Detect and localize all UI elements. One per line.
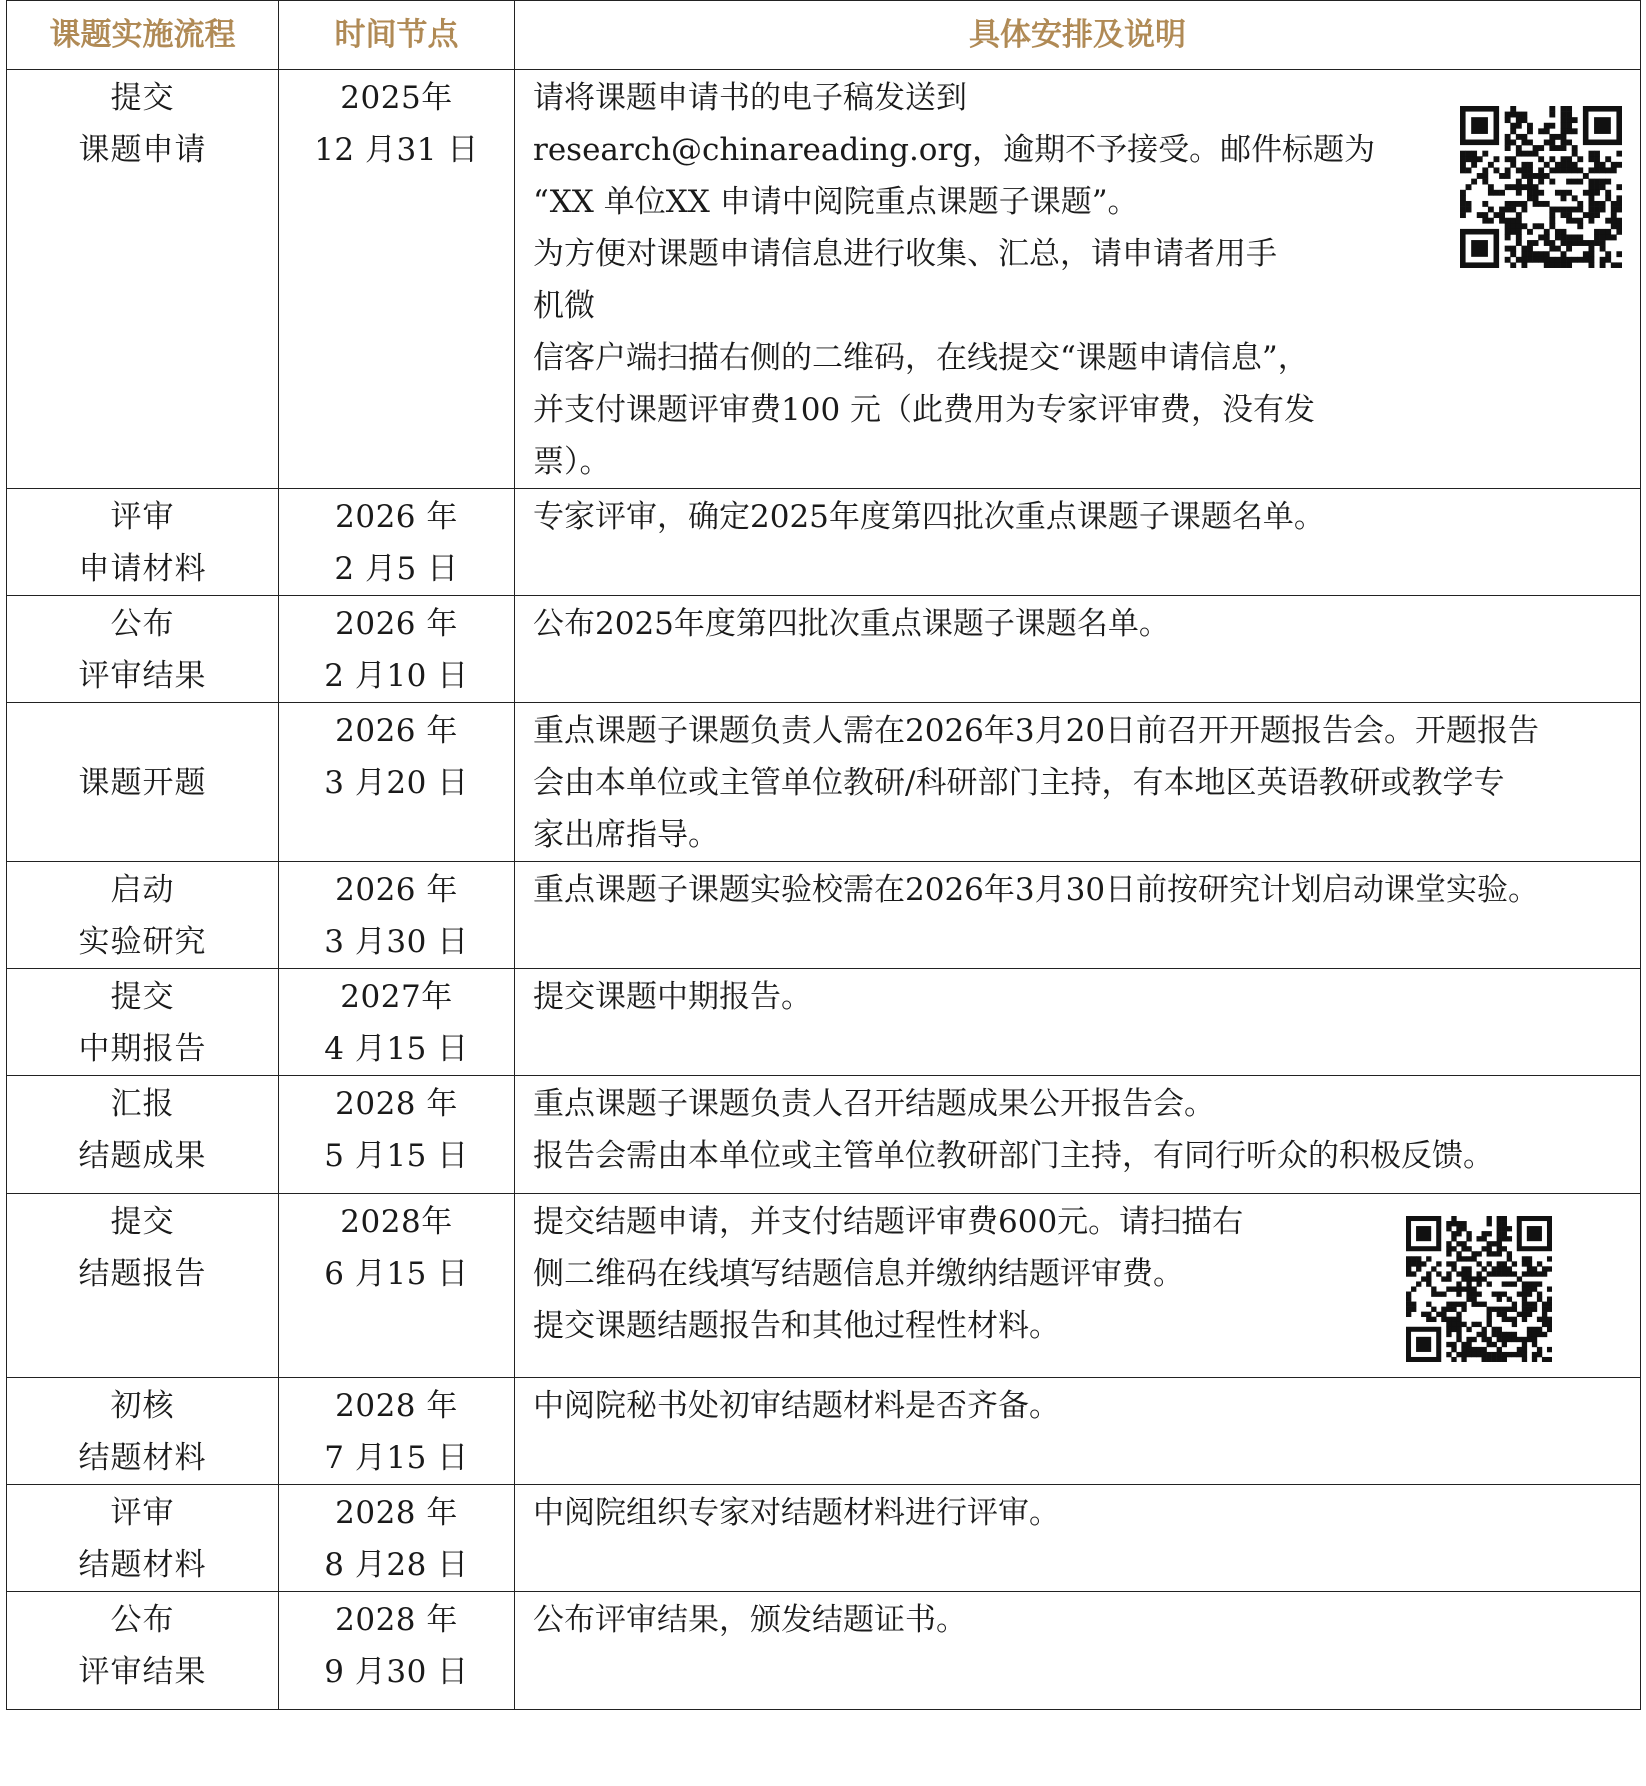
date-cell — [279, 703, 515, 862]
description-cell — [515, 70, 1641, 489]
date-label: 6 月15 日 — [324, 1256, 469, 1292]
qr-code-icon[interactable] — [1460, 106, 1622, 268]
stage-cell — [7, 489, 279, 596]
date-label: 12 月31 日 — [314, 132, 479, 168]
description-line: 重点课题子课题实验校需在2026年3月30日前按研究计划启动课堂实验。 — [533, 872, 1540, 908]
schedule-table — [6, 0, 1641, 1710]
date-label: 7 月15 日 — [324, 1440, 469, 1476]
description-line: 提交结题申请，并支付结题评审费600元。请扫描右 — [533, 1204, 1244, 1240]
stage-cell — [7, 1485, 279, 1592]
date-label: 2027年 — [340, 979, 453, 1015]
stage-cell — [7, 703, 279, 862]
date-cell — [279, 1485, 515, 1592]
header-date: 时间节点 — [279, 1, 515, 70]
stage-label: 结题材料 — [78, 1440, 207, 1476]
description-line: 为方便对课题申请信息进行收集、汇总，请申请者用手 — [533, 236, 1277, 272]
date-label: 2028 年 — [335, 1086, 458, 1122]
date-label: 2 月5 日 — [334, 551, 459, 587]
date-label: 2028 年 — [335, 1388, 458, 1424]
date-cell — [279, 1076, 515, 1194]
description-line: 中阅院组织专家对结题材料进行评审。 — [533, 1495, 1060, 1531]
description-line: 机微 — [533, 288, 595, 324]
description-line: 票）。 — [533, 444, 611, 480]
date-cell — [279, 1194, 515, 1378]
date-label: 2026 年 — [335, 713, 458, 749]
description-line: 并支付课题评审费100 元（此费用为专家评审费，没有发 — [533, 392, 1316, 428]
stage-label: 课题申请 — [78, 132, 207, 168]
description-line: 专家评审，确定2025年度第四批次重点课题子课题名单。 — [533, 499, 1325, 535]
table-row — [7, 1592, 1641, 1710]
description-line: 家出席指导。 — [533, 817, 719, 853]
stage-label: 提交 — [110, 80, 175, 116]
description-line: 报告会需由本单位或主管单位教研部门主持，有同行听众的积极反馈。 — [533, 1138, 1494, 1174]
header-description: 具体安排及说明 — [515, 1, 1641, 70]
table-row — [7, 969, 1641, 1076]
table-row — [7, 70, 1641, 489]
table-row — [7, 862, 1641, 969]
table-row — [7, 489, 1641, 596]
date-cell — [279, 1592, 515, 1710]
date-label: 4 月15 日 — [324, 1031, 469, 1067]
qr-code-icon[interactable] — [1406, 1216, 1552, 1362]
stage-label: 结题报告 — [78, 1256, 207, 1292]
stage-cell — [7, 1076, 279, 1194]
table-row — [7, 1485, 1641, 1592]
description-cell — [515, 969, 1641, 1076]
stage-label: 申请材料 — [78, 551, 207, 587]
date-label: 2028 年 — [335, 1602, 458, 1638]
stage-label: 课题开题 — [78, 765, 207, 801]
description-cell — [515, 1592, 1641, 1710]
description-line: 会由本单位或主管单位教研/科研部门主持，有本地区英语教研或教学专 — [533, 765, 1505, 801]
description-cell — [515, 1194, 1641, 1378]
description-line: 提交课题结题报告和其他过程性材料。 — [533, 1308, 1060, 1344]
table-row — [7, 1194, 1641, 1378]
stage-cell — [7, 1592, 279, 1710]
stage-label: 公布 — [110, 1602, 175, 1638]
stage-label: 评审 — [110, 499, 175, 535]
stage-label: 实验研究 — [78, 924, 207, 960]
date-label: 2026 年 — [335, 872, 458, 908]
description-line: 提交课题中期报告。 — [533, 979, 812, 1015]
date-cell — [279, 489, 515, 596]
description-line: 重点课题子课题负责人召开结题成果公开报告会。 — [533, 1086, 1215, 1122]
stage-label: 汇报 — [110, 1086, 175, 1122]
stage-cell — [7, 1378, 279, 1485]
date-label: 2028 年 — [335, 1495, 458, 1531]
stage-label: 结题材料 — [78, 1547, 207, 1583]
table-row — [7, 1076, 1641, 1194]
stage-label: 中期报告 — [78, 1031, 207, 1067]
date-label: 2 月10 日 — [324, 658, 469, 694]
date-label: 2026 年 — [335, 606, 458, 642]
description-cell — [515, 489, 1641, 596]
table-header-row — [7, 1, 1641, 70]
description-cell — [515, 1485, 1641, 1592]
header-stage: 课题实施流程 — [7, 1, 279, 70]
description-line: 请将课题申请书的电子稿发送到 — [533, 80, 967, 116]
date-label: 3 月30 日 — [324, 924, 469, 960]
stage-cell — [7, 862, 279, 969]
description-cell — [515, 1378, 1641, 1485]
description-cell — [515, 1076, 1641, 1194]
stage-label: 评审 — [110, 1495, 175, 1531]
date-label: 2025年 — [340, 80, 453, 116]
stage-cell — [7, 969, 279, 1076]
date-cell — [279, 1378, 515, 1485]
description-line: research@chinareading.org，逾期不予接受。邮件标题为 — [533, 132, 1376, 168]
description-cell — [515, 596, 1641, 703]
date-cell — [279, 969, 515, 1076]
date-cell — [279, 862, 515, 969]
stage-cell — [7, 1194, 279, 1378]
date-label: 2028年 — [340, 1204, 453, 1240]
description-cell — [515, 703, 1641, 862]
description-line: 公布2025年度第四批次重点课题子课题名单。 — [533, 606, 1170, 642]
description-line: “XX 单位XX 申请中阅院重点课题子课题”。 — [533, 184, 1139, 220]
date-cell — [279, 596, 515, 703]
date-label: 9 月30 日 — [324, 1654, 469, 1690]
date-cell — [279, 70, 515, 489]
description-line: 侧二维码在线填写结题信息并缴纳结题评审费。 — [533, 1256, 1184, 1292]
stage-label: 提交 — [110, 979, 175, 1015]
description-line: 重点课题子课题负责人需在2026年3月20日前召开开题报告会。开题报告 — [533, 713, 1540, 749]
stage-label: 启动 — [110, 872, 175, 908]
stage-label: 评审结果 — [78, 1654, 207, 1690]
table-body — [7, 70, 1641, 1710]
description-cell — [515, 862, 1641, 969]
stage-label: 公布 — [110, 606, 175, 642]
table-row — [7, 703, 1641, 862]
stage-cell — [7, 70, 279, 489]
stage-cell — [7, 596, 279, 703]
description-line: 信客户端扫描右侧的二维码，在线提交“课题申请信息”， — [533, 340, 1309, 376]
date-label: 5 月15 日 — [324, 1138, 469, 1174]
stage-label: 结题成果 — [78, 1138, 207, 1174]
description-line: 中阅院秘书处初审结题材料是否齐备。 — [533, 1388, 1060, 1424]
table-row — [7, 1378, 1641, 1485]
date-label: 3 月20 日 — [324, 765, 469, 801]
date-label: 2026 年 — [335, 499, 458, 535]
stage-label: 初核 — [110, 1388, 175, 1424]
date-label: 8 月28 日 — [324, 1547, 469, 1583]
stage-label: 评审结果 — [78, 658, 207, 694]
stage-label: 提交 — [110, 1204, 175, 1240]
description-line: 公布评审结果，颁发结题证书。 — [533, 1602, 967, 1638]
table-row — [7, 596, 1641, 703]
schedule-table-wrapper — [6, 0, 1641, 1710]
